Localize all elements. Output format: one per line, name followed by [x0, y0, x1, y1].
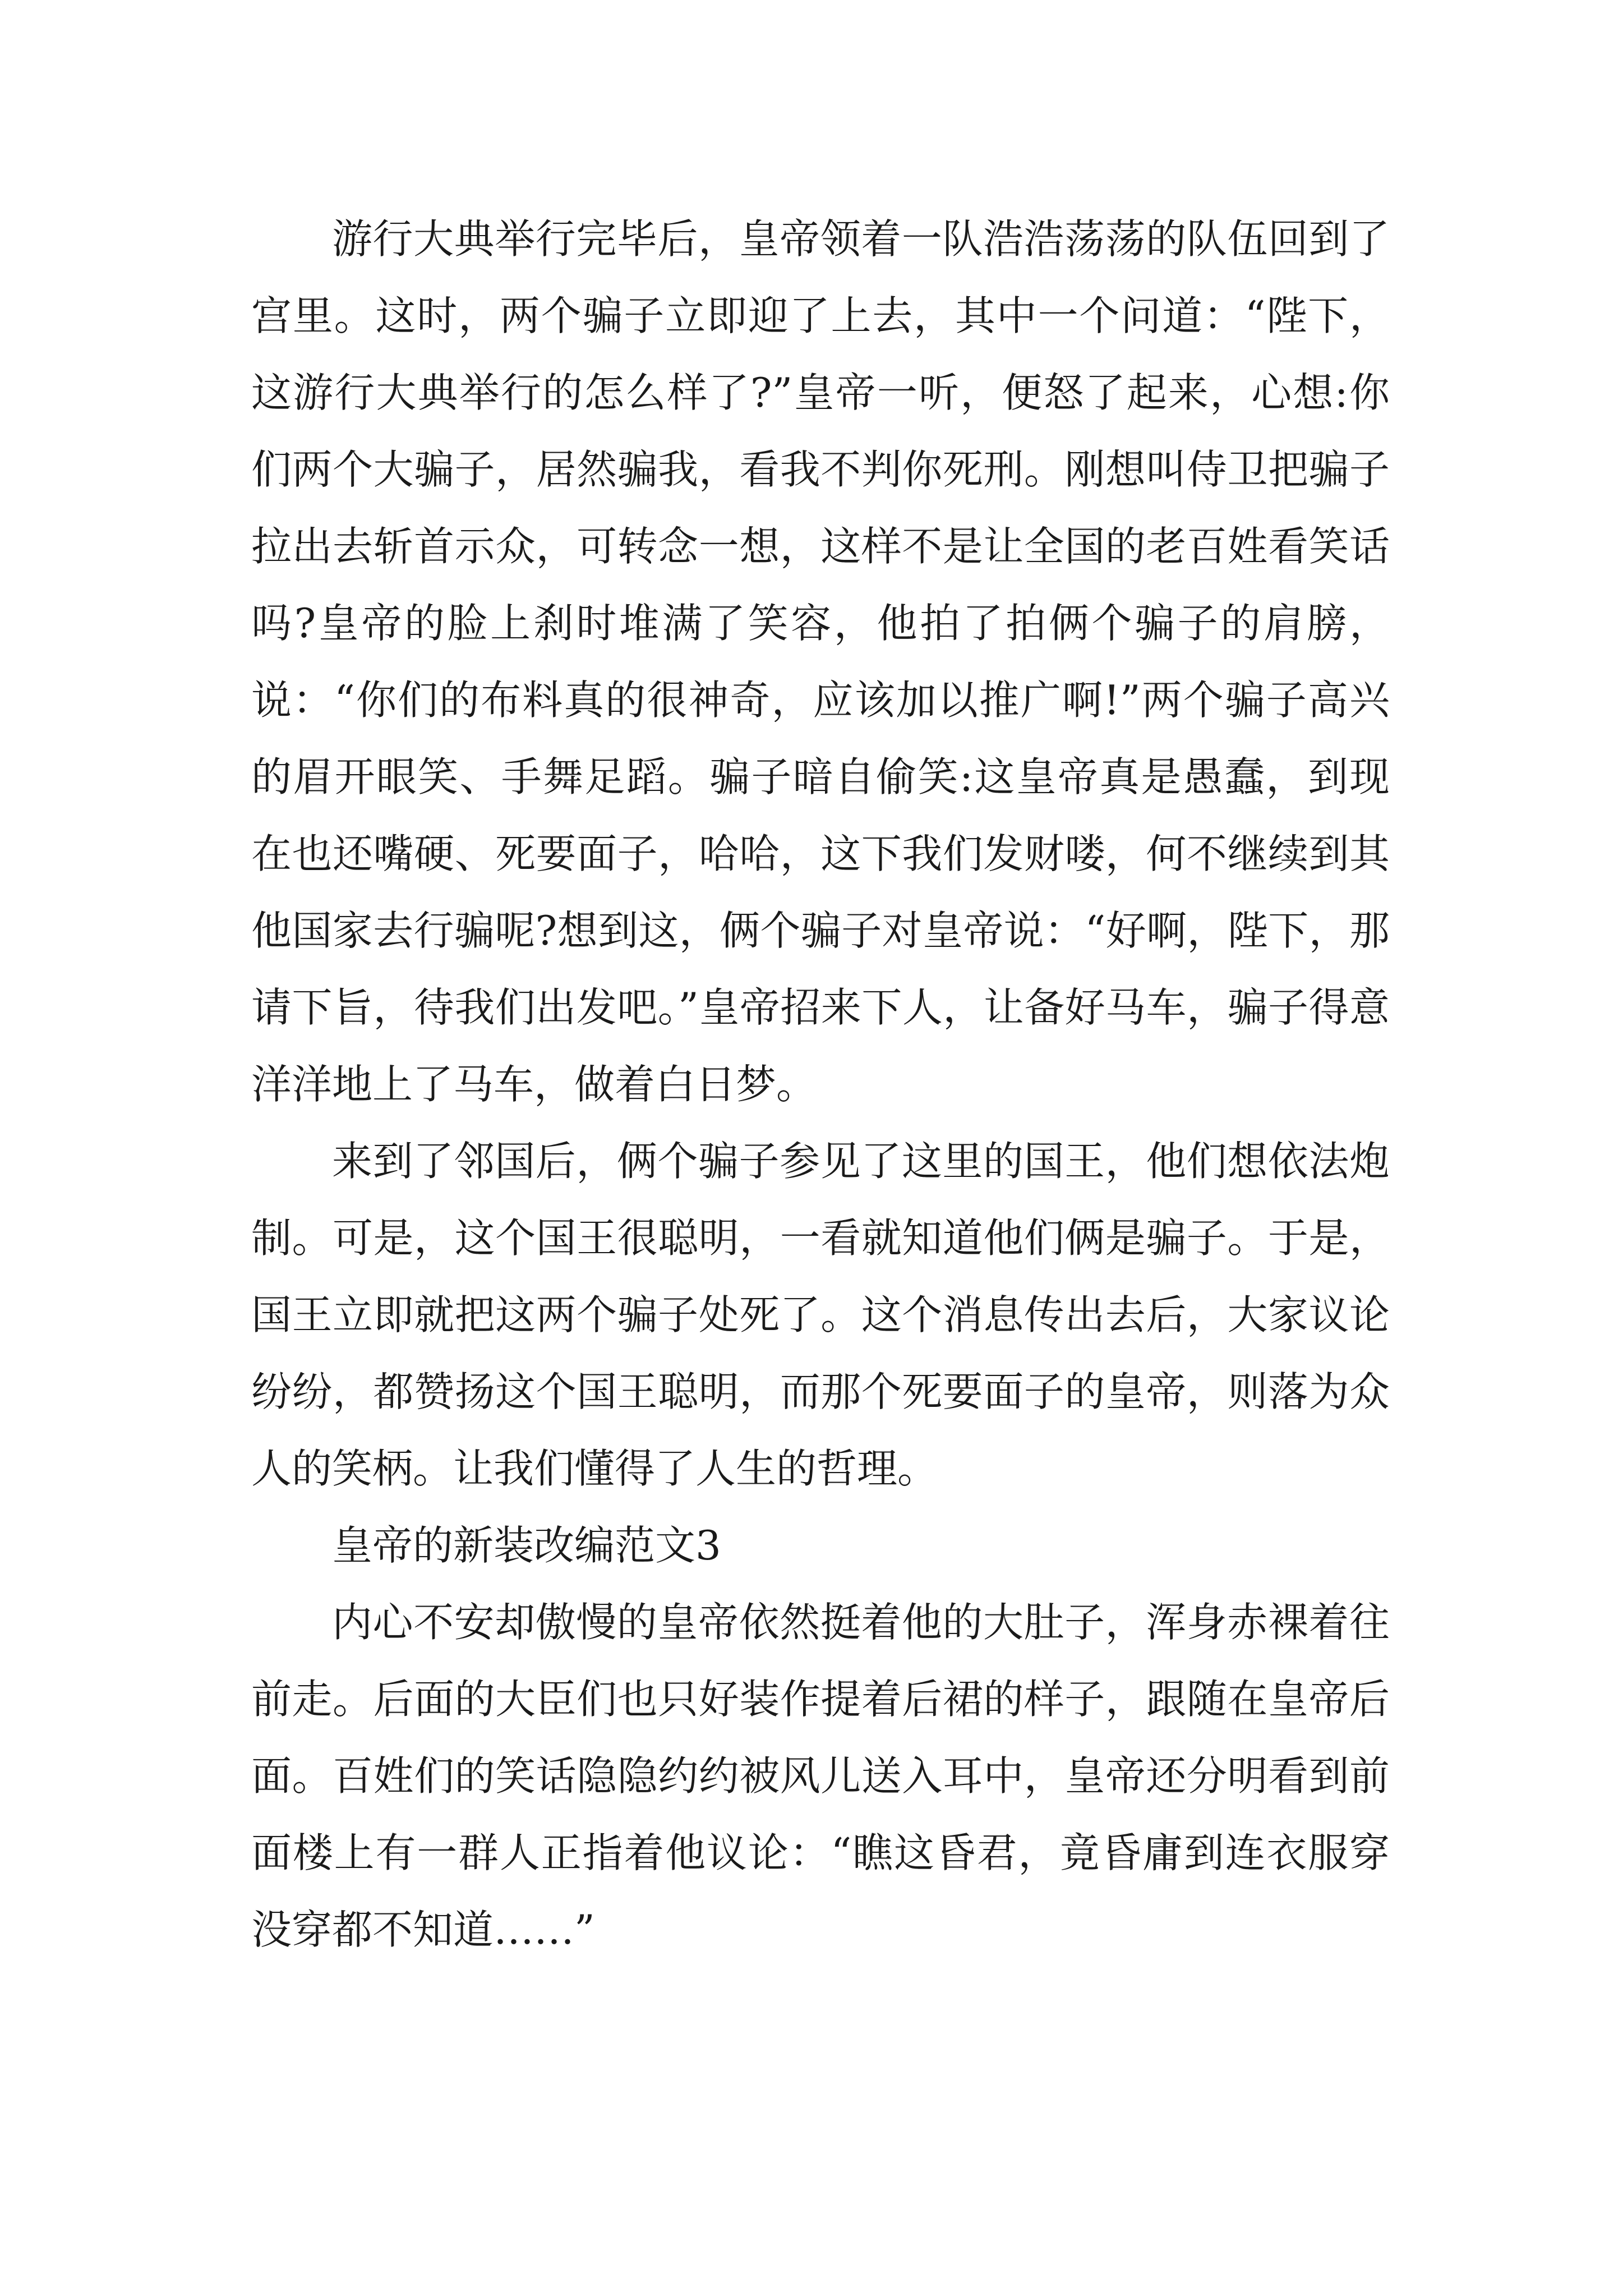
paragraph-3: 内心不安却傲慢的皇帝依然挺着他的大肚子，浑身赤裸着往前走。后面的大臣们也只好装作提着后裙的样子，跟随在皇帝后面。百姓们的笑话隐隐约约被风儿送入耳中，皇帝还分明看到前面楼上有一群人正指着他议论：“瞧这昏君，竟昏庸到连衣服穿没穿都不知道……”	[251, 1599, 1390, 1953]
section-heading: 皇帝的新装改编范文3	[332, 1522, 721, 1569]
paragraph-2: 来到了邻国后，俩个骗子参见了这里的国王，他们想依法炮制。可是，这个国王很聪明，一看就知道他们俩是骗子。于是，国王立即就把这两个骗子处死了。这个消息传出去后，大家议论纷纷，都赞扬这个国王聪明，而那个死要面子的皇帝，则落为众人的笑柄。让我们懂得了人生的哲理。	[251, 1138, 1390, 1492]
paragraph-1: 游行大典举行完毕后，皇帝领着一队浩浩荡荡的队伍回到了宫里。这时，两个骗子立即迎了上去，其中一个问道：“陛下，这游行大典举行的怎么样了?”皇帝一听，便怒了起来，心想:你们两个大骗子，居然骗我，看我不判你死刑。刚想叫侍卫把骗子拉出去斩首示众，可转念一想，这样不是让全国的老百姓看笑话吗?皇帝的脸上刹时堆满了笑容，他拍了拍俩个骗子的肩膀，说：“你们的布料真的很神奇，应该加以推广啊!”两个骗子高兴的眉开眼笑、手舞足蹈。骗子暗自偷笑:这皇帝真是愚蠢，到现在也还嘴硬、死要面子，哈哈，这下我们发财喽，何不继续到其他国家去行骗呢?想到这，俩个骗子对皇帝说：“好啊，陛下，那请下旨，待我们出发吧。”皇帝招来下人，让备好马车，骗子得意洋洋地上了马车，做着白日梦。	[251, 215, 1390, 1108]
document-body	[251, 201, 1390, 1968]
